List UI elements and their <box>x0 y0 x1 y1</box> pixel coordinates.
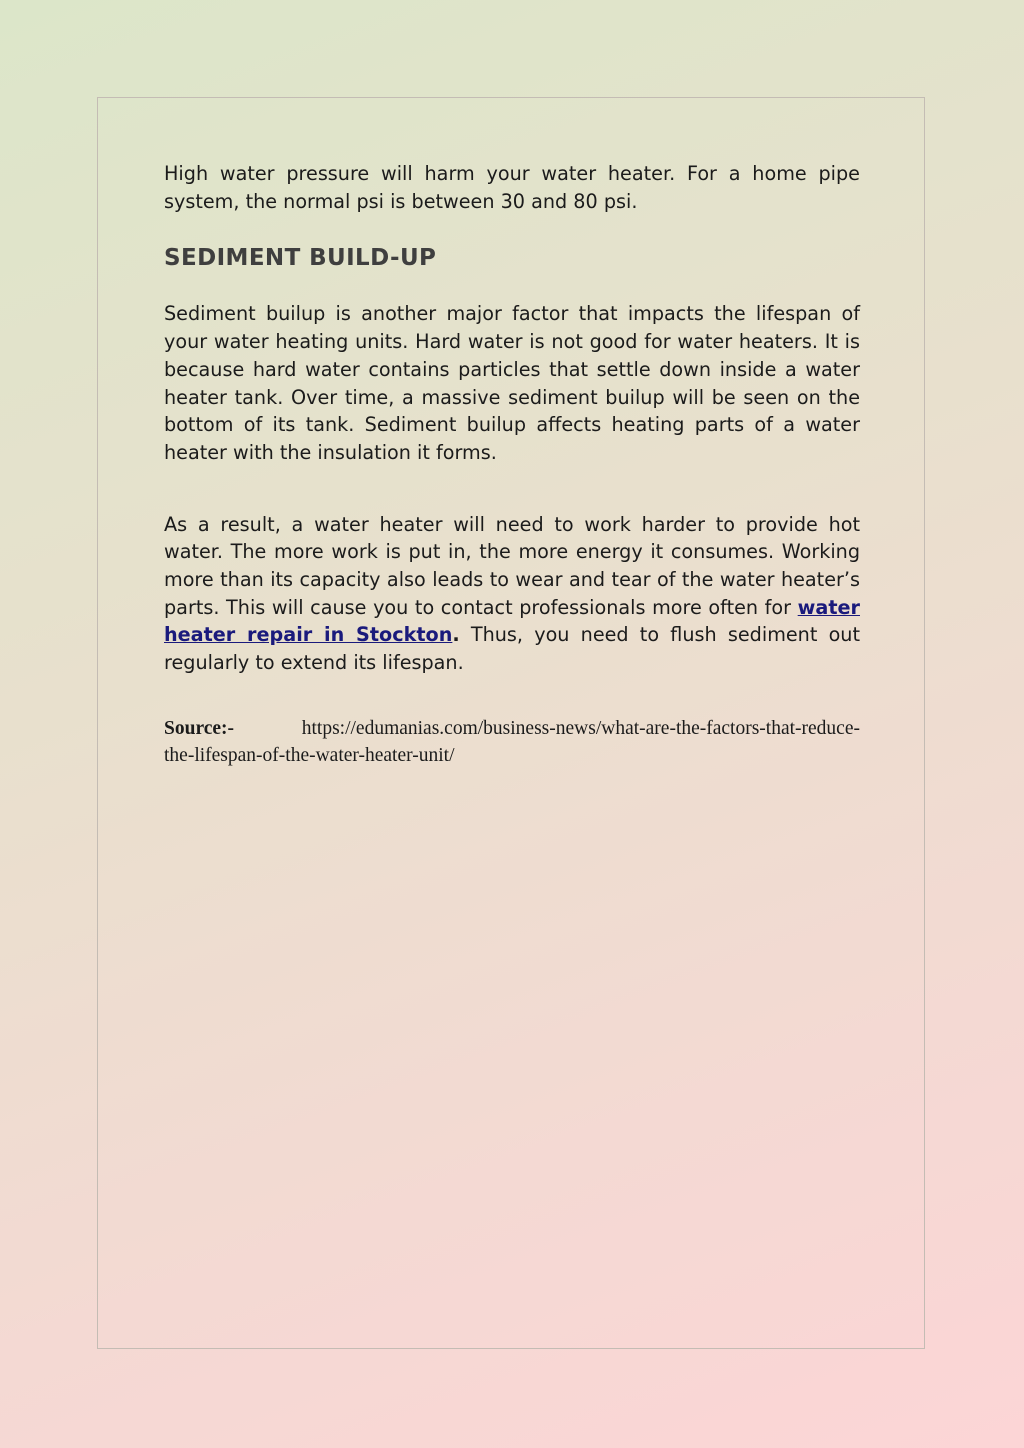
intro-paragraph: High water pressure will harm your water heater. For a home pipe system, the normal psi is between 30 and 80 psi. <box>164 162 860 213</box>
sediment-paragraph: Sediment builup is another major factor that impacts the lifespan of your water heating units. Hard water is not good for water heaters. It is because hard water contains particles that settle down inside a water heater tank. Over time, a massive sediment builup will be seen on the bottom of its tank. Sediment builup affects heating parts of a water heater with the insulation it forms. <box>164 302 860 464</box>
document-content <box>164 160 860 770</box>
water-heater-repair-link[interactable]: water heater repair in Stockton <box>164 595 860 647</box>
result-text-before-link: As a result, a water heater will need to work harder to provide hot water. The more work is put in, the more energy it consumes. Working more than its capacity also leads to wear and tear of the water heater’s parts. This will cause you to contact professionals more often for <box>164 512 860 619</box>
result-text-after-link: Thus, you need to flush sediment out regularly to extend its lifespan. <box>164 623 860 675</box>
source-label: Source:- <box>164 717 235 739</box>
section-heading: SEDIMENT BUILD-UP <box>164 245 437 272</box>
source-line <box>164 715 860 770</box>
source-url: https://edumanias.com/business-news/what-are-the-factors-that-reduce-the-lifespan-of-the-water-heater-unit/ <box>164 717 860 767</box>
result-paragraph <box>164 511 860 677</box>
link-period: . <box>452 623 460 647</box>
